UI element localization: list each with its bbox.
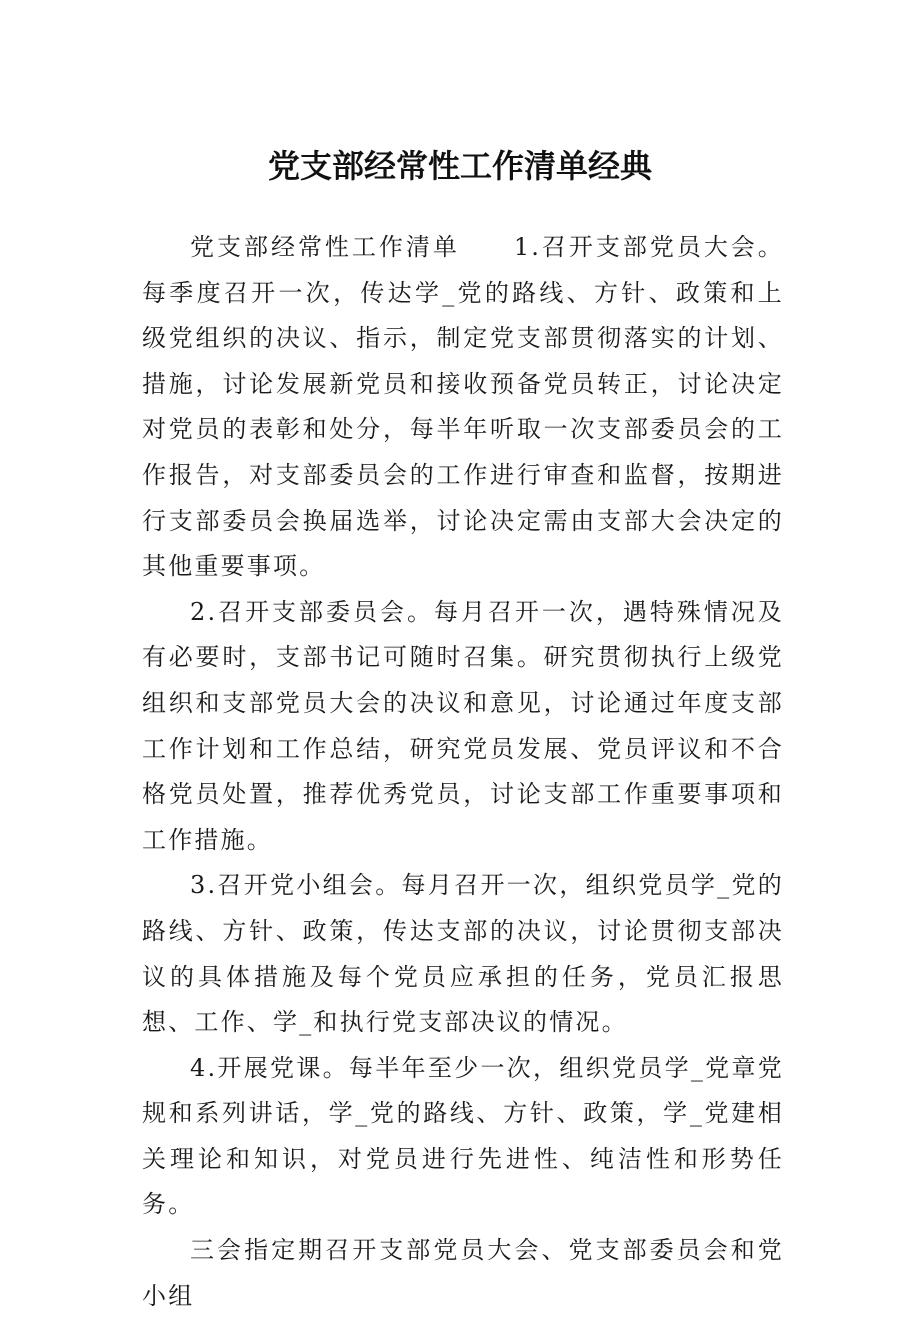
document-body [142, 225, 784, 1319]
paragraph-2: 2.召开支部委员会。每月召开一次，遇特殊情况及有必要时，支部书记可随时召集。研究贯彻执行上级党组织和支部党员大会的决议和意见，讨论通过年度支部工作计划和工作总结，研究党员发展、党员评议和不合格党员处置，推荐优秀党员，讨论支部工作重要事项和工作措施。 [142, 597, 784, 854]
document-title: 党支部经常性工作清单经典 [267, 147, 652, 185]
paragraph-4: 4.开展党课。每半年至少一次，组织党员学_党章党规和系列讲话，学_党的路线、方针、政策，学_党建相关理论和知识，对党员进行先进性、纯洁性和形势任务。 [142, 1053, 784, 1219]
paragraph-3: 3.召开党小组会。每月召开一次，组织党员学_党的路线、方针、政策，传达支部的决议，讨论贯彻支部决议的具体措施及每个党员应承担的任务，党员汇报思想、工作、学_和执行党支部决议的情况。 [142, 871, 784, 1037]
paragraph-1: 党支部经常性工作清单 1.召开支部党员大会。每季度召开一次，传达学_党的路线、方针、政策和上级党组织的决议、指示，制定党支部贯彻落实的计划、措施，讨论发展新党员和接收预备党员转正，讨论决定对党员的表彰和处分，每半年听取一次支部委员会的工作报告，对支部委员会的工作进行审查和监督，按期进行支部委员会换届选举，讨论决定需由支部大会决定的其他重要事项。 [142, 233, 784, 581]
paragraph-5: 三会指定期召开支部党员大会、党支部委员会和党小组 [142, 1236, 784, 1310]
